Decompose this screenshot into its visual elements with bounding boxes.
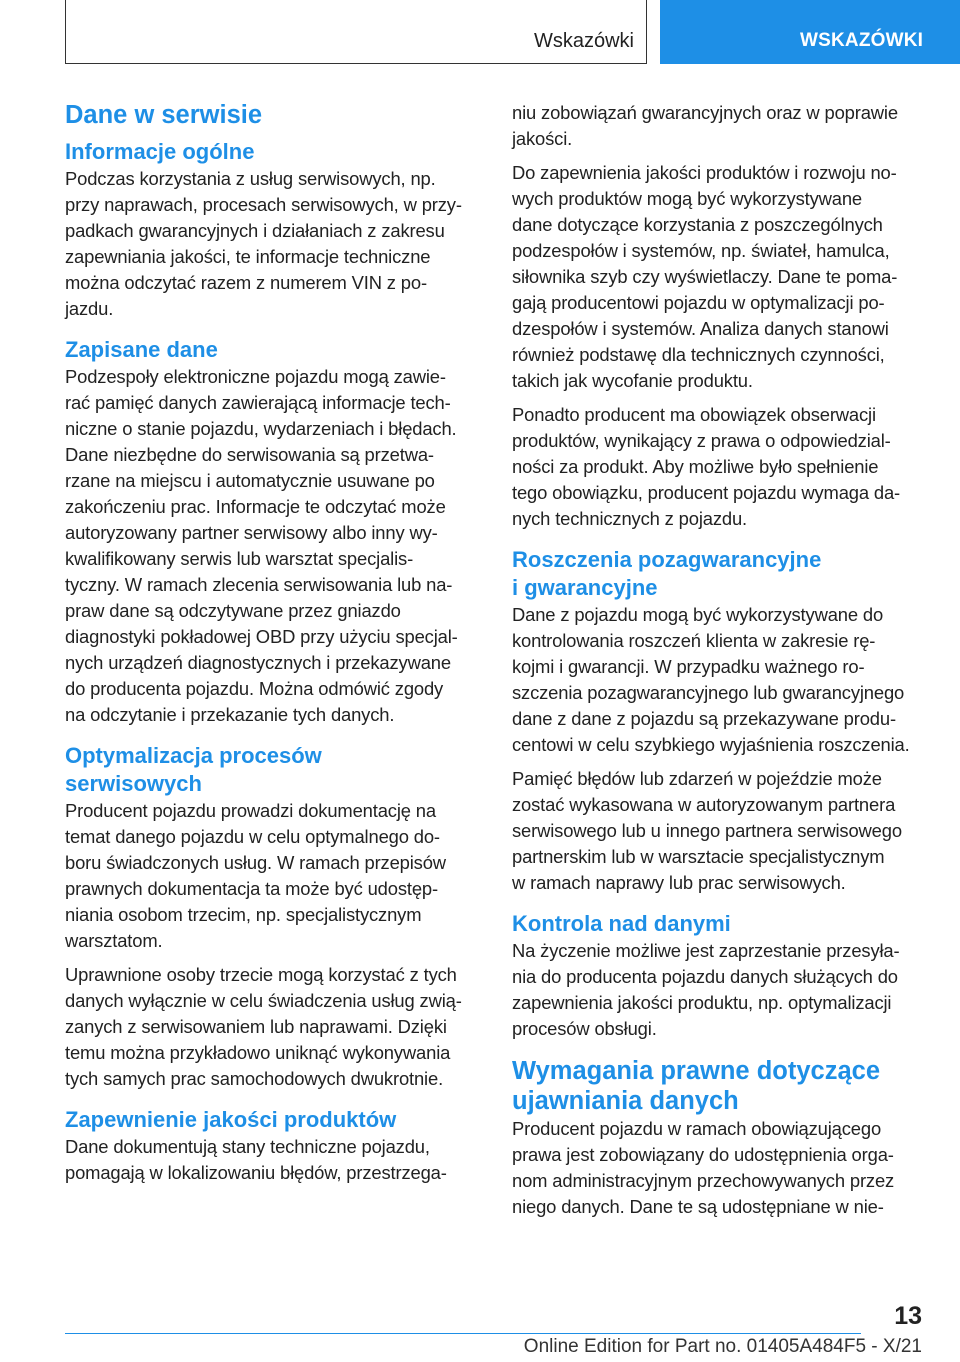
left-column	[65, 100, 479, 1186]
paragraph-service-optimization-2: Uprawnione osoby trzecie mogą korzystać z tych danych wyłącznie w celu świadczenia usług zwią‐ zanych z serwisowaniem lub naprawami. Dzięki temu można przykładowo uniknąć wykonywania tych samych prac samochodowych dwukrotnie.	[65, 964, 462, 1089]
heading-stored-data: Zapisane dane	[65, 337, 218, 362]
header-chapter-title: Wskazówki	[533, 30, 634, 52]
right-column	[512, 100, 926, 1220]
header-chapter-box	[65, 0, 647, 64]
heading-warranty-claims: Roszczenia pozagwarancyjne i gwarancyjne	[512, 547, 822, 600]
paragraph-service-optimization-1: Producent pojazdu prowadzi dokumentację na temat danego pojazdu w celu optymalnego do‐ boru świadczonych usług. W ramach przepisów prawnych dokumentacja ta może być udostęp‐ niania osobom trzecim, np. specjalistycznym warsztatom.	[65, 800, 446, 951]
paragraph-product-liability: Ponadto producent ma obowiązek obserwacji produktów, wynikający z prawa o odpowiedzial‐ ności za produkt. Aby możliwe było spełnienie tego obowiązku, producent pojazdu wymaga da‐ nych technicznych z pojazdu.	[512, 404, 901, 529]
paragraph-quality-continued: niu zobowiązań gwarancyjnych oraz w poprawie jakości.	[512, 102, 898, 149]
title-legal-requirements: Wymagania prawne dotyczące ujawniania danych	[512, 1057, 880, 1115]
paragraph-warranty-claims-1: Dane z pojazdu mogą być wykorzystywane do kontrolowania roszczeń klienta w zakresie rę‐ kojmi i gwarancji. W przypadku ważnego ro‐ szczenia pozagwarancyjnego lub gwarancyjnego dane z dane z pojazdu są przekazywane produ‐ centowi w celu szybkiego wyjaśnienia roszczenia.	[512, 604, 910, 755]
paragraph-stored-data: Podzespoły elektroniczne pojazdu mogą zawie‐ rać pamięć danych zawierającą informacje tech‐ niczne o stanie pojazdu, wydarzeniach i błędach. Dane niezbędne do serwisowania są przetwa‐ rzane na miejscu i automatycznie usuwane po zakończeniu prac. Informacje te odczytać może autoryzowany partner serwisowy albo inny wy‐ kwalifikowany serwis lub warsztat specjalis‐ tyczny. W ramach zlecenia serwisowania lub na‐ praw dane są odczytywane przez gniazdo diagnostyki pokładowej OBD przy użyciu specjal‐ nych urządzeń diagnostycznych i przekazywane do producenta pojazdu. Można odmówić zgody na odczytanie i przekazanie tych danych.	[65, 366, 458, 725]
paragraph-product-development: Do zapewnienia jakości produktów i rozwoju no‐ wych produktów mogą być wykorzystywane dane dotyczące korzystania z poszczególnych podzespołów i systemów, np. świateł, hamulca, siłownika szyb czy wyświetlaczy. Dane te poma‐ gają producentowi pojazdu w optymalizacji po‐ dzespołów i systemów. Analiza danych stanowi również podstawę dla technicznych czynności, takich jak wycofanie produktu.	[512, 162, 898, 391]
paragraph-warranty-claims-2: Pamięć błędów lub zdarzeń w pojeździe może zostać wykasowana w autoryzowanym partnera serwisowego lub u innego partnera serwisowego partnerskim lub w warsztacie specjalistycznym w ramach naprawy lub prac serwisowych.	[512, 768, 902, 893]
heading-product-quality: Zapewnienie jakości produktów	[65, 1107, 397, 1132]
page-number: 13	[894, 1302, 922, 1330]
page-title: Dane w serwisie	[65, 101, 263, 129]
heading-service-optimization: Optymalizacja procesów serwisowych	[65, 743, 322, 796]
heading-data-control: Kontrola nad danymi	[512, 911, 731, 936]
header-section-label: WSKAZÓWKI	[800, 30, 924, 51]
paragraph-data-control: Na życzenie możliwe jest zaprzestanie przesyła‐ nia do producenta pojazdu danych służących do zapewnienia jakości produktu, np. optymalizacji procesów obsługi.	[512, 940, 900, 1039]
footer-divider	[65, 1333, 861, 1334]
paragraph-product-quality: Dane dokumentują stany techniczne pojazdu, pomagają w lokalizowaniu błędów, przestrzega‐	[65, 1136, 447, 1183]
header-section-tab	[660, 0, 960, 64]
footer-edition: Online Edition for Part no. 01405A484F5 - X/21	[523, 1336, 922, 1357]
paragraph-general-info: Podczas korzystania z usług serwisowych, np. przy naprawach, procesach serwisowych, w przy‐ padkach gwarancyjnych i działaniach z zakresu zapewniania jakości, te informacje techniczne można odczytać razem z numerem VIN z po‐ jazdu.	[65, 168, 462, 319]
paragraph-legal-requirements: Producent pojazdu w ramach obowiązującego prawa jest zobowiązany do udostępnienia orga‐ nom administracyjnym przechowywanych przez niego danych. Dane te są udostępniane w nie‐	[512, 1118, 895, 1217]
heading-general-info: Informacje ogólne	[65, 139, 255, 164]
